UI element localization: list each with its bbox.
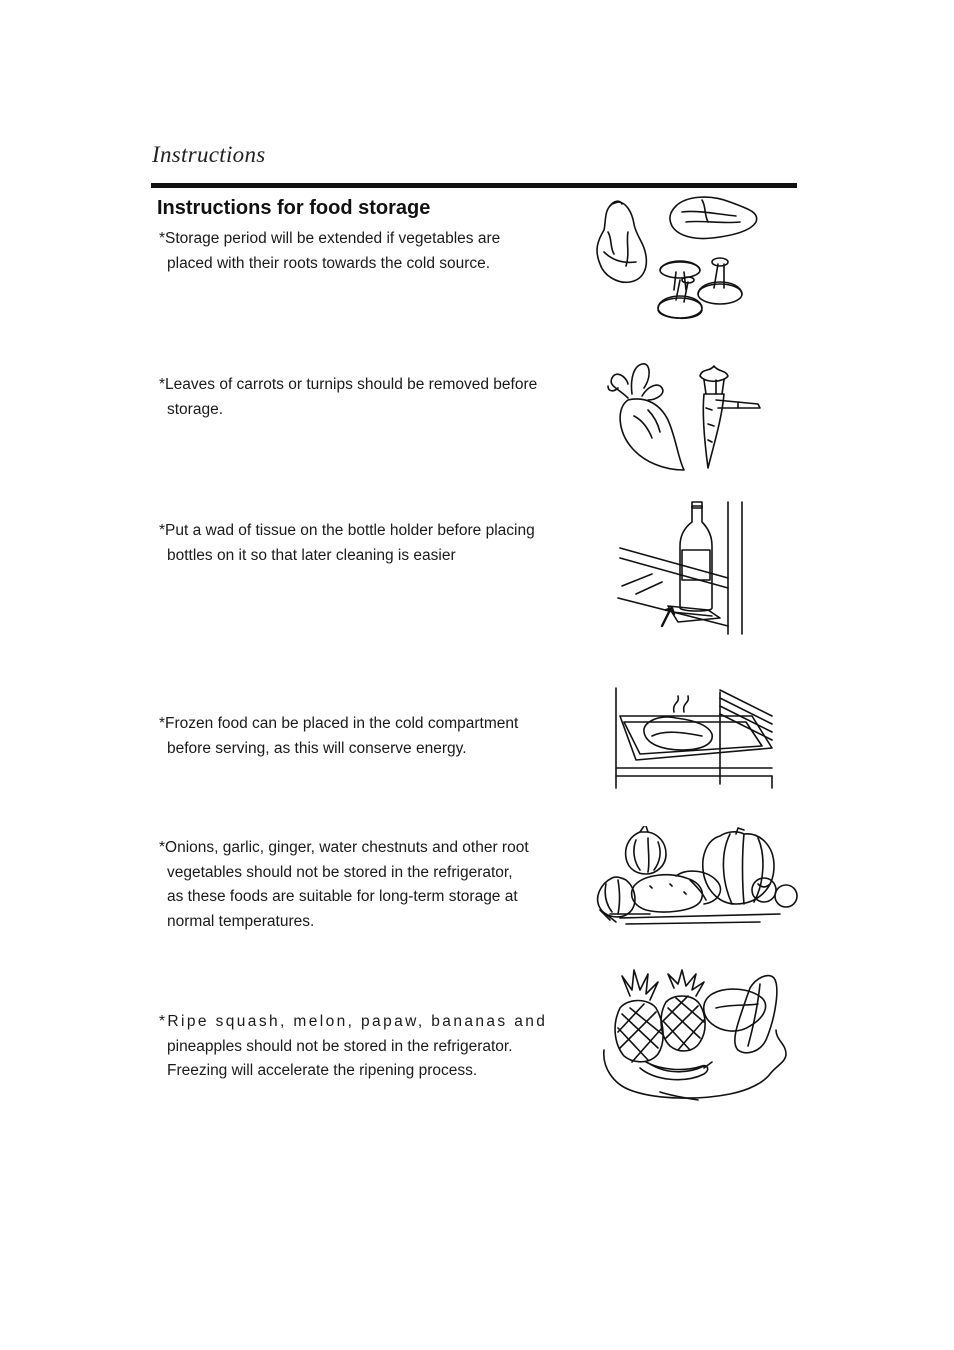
instruction-line: before serving, as this will conserve energy.	[167, 739, 467, 757]
instruction-line: bottles on it so that later cleaning is easier	[167, 546, 456, 564]
instruction-item-root-vegetables	[159, 836, 551, 934]
instruction-line: *Ripe squash, melon, papaw, bananas and	[159, 1013, 548, 1030]
vegetables-mushrooms-icon	[590, 192, 765, 330]
instruction-line: *Storage period will be extended if vegetables are	[159, 230, 501, 247]
instruction-line: Freezing will accelerate the ripening process.	[167, 1062, 478, 1080]
root-vegetables-icon	[590, 826, 800, 928]
tropical-fruits-icon	[600, 968, 790, 1102]
instruction-line: storage.	[167, 400, 224, 418]
frozen-food-tray-icon	[612, 684, 778, 790]
page-heading: Instructions for food storage	[157, 197, 431, 219]
instruction-item-bottle	[159, 519, 551, 568]
instruction-item-leaves	[159, 373, 551, 422]
turnip-carrot-icon	[598, 358, 768, 472]
section-header: Instructions	[152, 142, 266, 167]
instruction-line: *Onions, garlic, ginger, water chestnuts and other root	[159, 839, 529, 856]
bottle-on-shelf-icon	[612, 498, 752, 638]
instruction-item-frozen	[159, 712, 551, 761]
instruction-line: pineapples should not be stored in the refrigerator.	[167, 1037, 513, 1055]
instruction-item-vegetables	[159, 227, 551, 276]
instruction-line: *Leaves of carrots or turnips should be removed before	[159, 376, 538, 393]
instruction-line: *Frozen food can be placed in the cold compartment	[159, 715, 519, 732]
instruction-line: vegetables should not be stored in the refrigerator,	[167, 863, 513, 881]
instruction-line: as these foods are suitable for long-term storage at	[167, 888, 518, 906]
instruction-line: *Put a wad of tissue on the bottle holder before placing	[159, 522, 535, 539]
instruction-item-tropical-fruits	[159, 1010, 551, 1084]
instruction-line: normal temperatures.	[167, 912, 315, 930]
header-rule	[151, 183, 797, 188]
instruction-line: placed with their roots towards the cold source.	[167, 254, 491, 272]
